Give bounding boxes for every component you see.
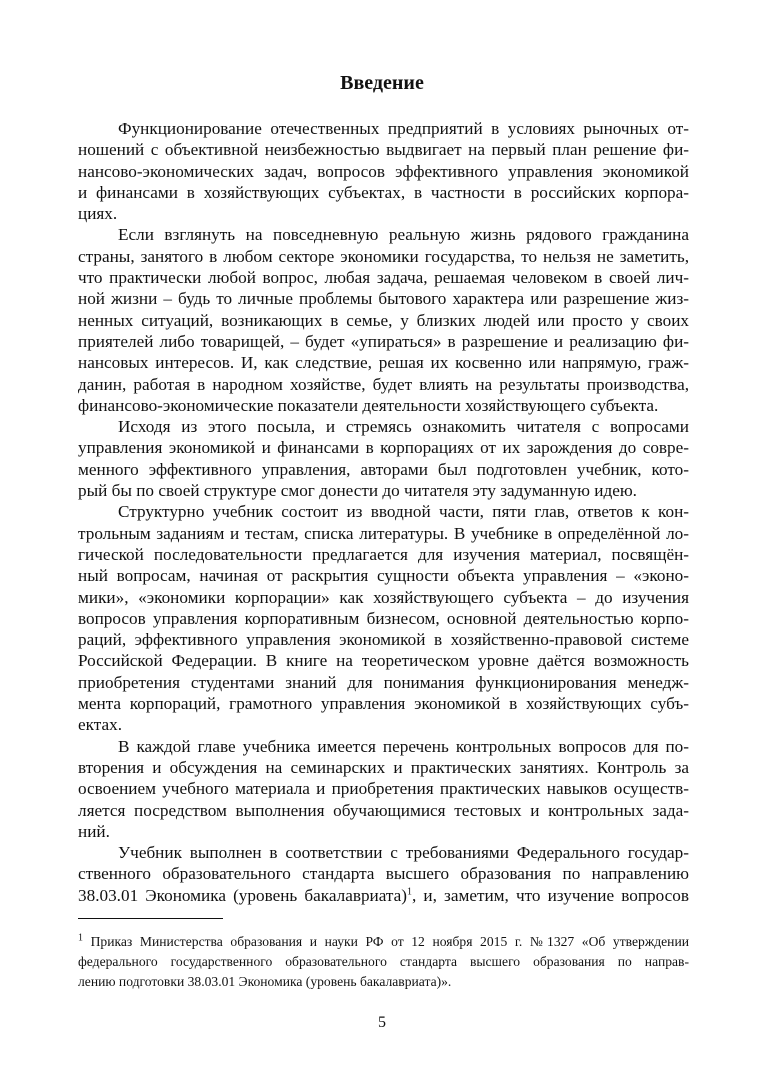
text-line: вопросов управления корпоративным бизнесом, основной деятельностью корпо- bbox=[78, 608, 689, 628]
footnote-divider bbox=[78, 918, 223, 919]
footnote-text: Приказ Министерства образования и науки РФ от 12 ноября 2015 г. №1327 «Об утверждении bbox=[83, 934, 689, 949]
text-line: данин, работая в народном хозяйстве, будет влиять на результаты производства, bbox=[78, 374, 689, 394]
text-line: ний. bbox=[78, 821, 110, 841]
footnote-marker: 1 bbox=[78, 932, 83, 944]
text-line: рый бы по своей структуре смог донести до читателя эту задуманную идею. bbox=[78, 481, 637, 501]
text-line: трольным заданиям и тестам, списка литературы. В учебнике в определённой ло- bbox=[78, 523, 689, 543]
text-line: ственного образовательного стандарта высшего образования по направлению bbox=[78, 864, 689, 884]
footnote-line: лению подготовки 38.03.01 Экономика (уровень бакалавриата)». bbox=[78, 974, 452, 989]
text-line: ектах. bbox=[78, 715, 122, 735]
text-line: менного эффективного управления, авторами был подготовлен учебник, кото- bbox=[78, 459, 689, 479]
footnote-line bbox=[78, 932, 689, 952]
text-line: Учебник выполнен в соответствии с требованиями Федерального государ- bbox=[118, 843, 689, 863]
text-line: В каждой главе учебника имеется перечень контрольных вопросов для по- bbox=[118, 736, 689, 756]
paragraph bbox=[78, 736, 689, 842]
footnote-line: федерального государственного образовательного стандарта высшего образования по направ- bbox=[78, 954, 689, 969]
footnote bbox=[78, 932, 689, 992]
text-line: приятелей либо товарищей, – будет «упираться» в разрешение и реализацию фи- bbox=[78, 331, 689, 351]
body-text bbox=[78, 118, 689, 906]
footnote-reference[interactable]: 1 bbox=[407, 885, 412, 897]
text-line: циях. bbox=[78, 204, 118, 224]
text-line: что практически любой вопрос, любая задача, решаемая человеком в своей лич- bbox=[78, 268, 689, 288]
text-line: и финансами в хозяйствующих субъектах, в частности в российских корпора- bbox=[78, 182, 689, 202]
text-line: ненных ситуаций, возникающих в семье, у близких людей или просто у своих bbox=[78, 310, 689, 330]
paragraph bbox=[78, 842, 689, 885]
page-number: 5 bbox=[378, 1014, 386, 1031]
text-line: ляется посредством выполнения обучающимися тестовых и контрольных зада- bbox=[78, 800, 689, 820]
text-line: Российской Федерации. В книге на теоретическом уровне даётся возможность bbox=[78, 651, 689, 671]
text-line: гической последовательности предлагается для изучения материал, посвящён- bbox=[78, 544, 689, 564]
paragraph bbox=[78, 501, 689, 735]
text-segment: , и, заметим, что изучение вопросов bbox=[412, 885, 689, 905]
text-line: финансово-экономические показатели деятельности хозяйствующего субъекта. bbox=[78, 395, 659, 415]
text-line: Функционирование отечественных предприятий в условиях рыночных от- bbox=[118, 119, 689, 138]
paragraph bbox=[78, 224, 689, 416]
text-line: освоением учебного материала и приобретения практических навыков осуществ- bbox=[78, 779, 689, 799]
text-line: управления экономикой и финансами в корпорациях от их зарождения до совре- bbox=[78, 438, 689, 458]
text-line: раций, эффективного управления экономикой в хозяйственно-правовой системе bbox=[78, 630, 689, 650]
text-line: приобретения студентами знаний для понимания функционирования менедж- bbox=[78, 672, 689, 692]
text-line: мики», «экономики корпорации» как хозяйствующего субъекта – до изучения bbox=[78, 587, 689, 607]
paragraph bbox=[78, 416, 689, 501]
text-line: ной жизни – будь то личные проблемы бытового характера или разрешение жиз- bbox=[78, 289, 689, 309]
text-line: ношений с объективной неизбежностью выдвигает на первый план решение фи- bbox=[78, 140, 689, 160]
text-line: Структурно учебник состоит из вводной части, пяти глав, ответов к кон- bbox=[118, 502, 689, 522]
text-line: Если взглянуть на повседневную реальную жизнь рядового гражданина bbox=[118, 225, 689, 245]
paragraph bbox=[78, 118, 689, 224]
text-line: мента корпораций, грамотного управления экономикой в хозяйствующих субъ- bbox=[78, 694, 689, 714]
section-title: Введение bbox=[340, 72, 424, 94]
text-line: нансово-экономических задач, вопросов эффективного управления экономикой bbox=[78, 161, 689, 181]
text-line: вторения и обсуждения на семинарских и практических занятиях. Контроль за bbox=[78, 757, 689, 777]
text-segment: 38.03.01 Экономика (уровень бакалавриата) bbox=[78, 885, 407, 905]
text-line bbox=[78, 885, 689, 906]
text-line: страны, занятого в любом секторе экономики государства, то нельзя не заметить, bbox=[78, 246, 689, 266]
text-line: ный вопросам, начиная от раскрытия сущности объекта управления – «эконо- bbox=[78, 566, 689, 586]
text-line: нансовых интересов. И, как следствие, решая их косвенно или напрямую, граж- bbox=[78, 353, 689, 373]
text-line: Исходя из этого посыла, и стремясь ознакомить читателя с вопросами bbox=[118, 417, 689, 437]
